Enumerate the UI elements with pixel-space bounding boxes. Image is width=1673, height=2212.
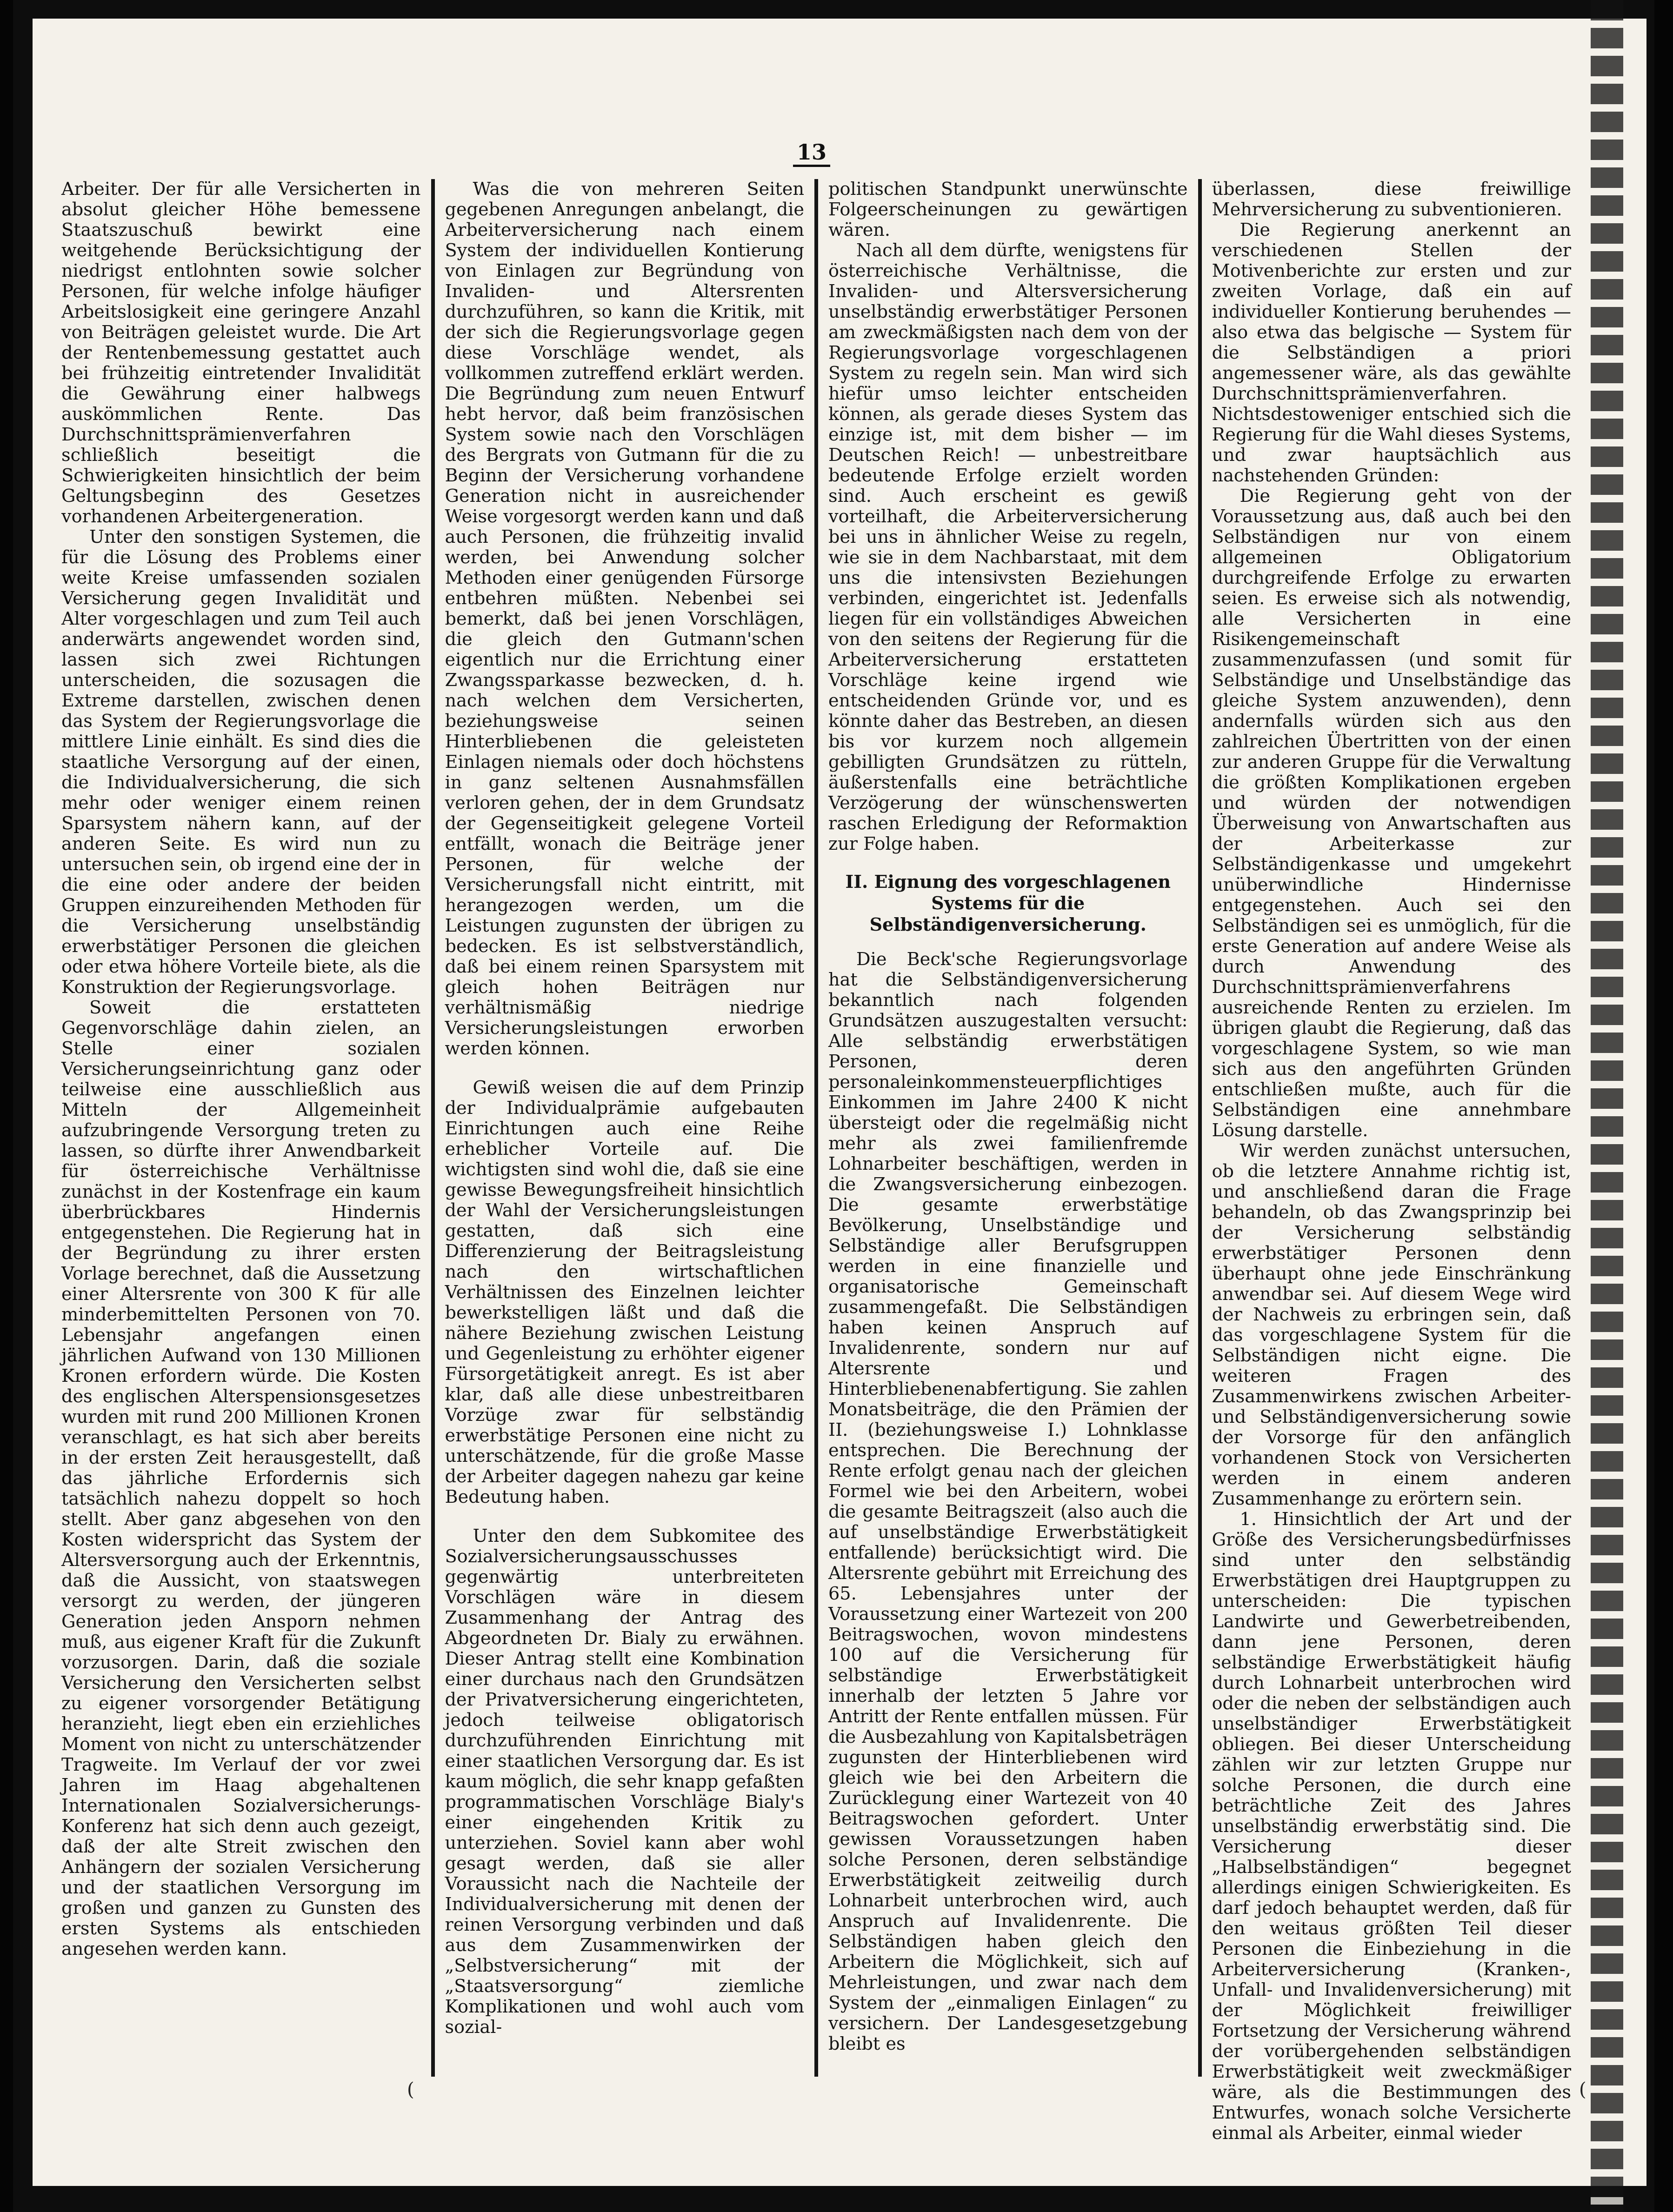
paragraph: Unter den sonstigen Systemen, die für die Lösung des Problems einer weite Kreise umfassenden sozialen Versicherung gegen Invalidität und Alter vorgeschlagen und zum Teil auch anderwärts angewendet worden sind, lassen sich zwei Richtungen unterscheiden, die sozusagen die Extreme darstellen, zwischen denen das System der Regierungsvorlage die mittlere Linie einhält. Es sind dies die staatliche Versorgung auf der einen, die Individualversicherung, die sich mehr oder weniger einem reinen Sparsystem nähern kann, auf der anderen Seite. Es wird nun zu untersuchen sein, ob irgend eine der in die eine oder andere der beiden Gruppen einzureihenden Methoden für die Versicherung unselbständig erwerbstätiger Personen die gleichen oder etwa höhere Vorteile biete, als die Konstruktion der Regierungsvorlage. xyxy=(61,527,421,998)
column-1 xyxy=(51,179,431,2077)
scan-border-right-marks xyxy=(1591,0,1623,2212)
column-rule xyxy=(814,179,818,2077)
column-rule xyxy=(1198,179,1202,2077)
column-4 xyxy=(1202,179,1582,2144)
footer-mark-right: ( xyxy=(1579,2079,1586,2100)
paragraph: Nach all dem dürfte, wenigstens für österreichische Verhältnisse, die Invaliden- und Altersversicherung unselbständig erwerbstätiger Personen am zweckmäßigsten nach dem von der Regierungsvorlage vorgeschlagenen System zu regeln sein. Man wird sich hiefür umso leichter entscheiden können, als gerade dieses System das einzige ist, mit dem bisher — im Deutschen Reich! — unbestreitbare bedeutende Erfolge erzielt worden sind. Auch erscheint es gewiß vorteilhaft, die Arbeiterversicherung bei uns in ähnlicher Weise zu regeln, wie sie in dem Nachbarstaat, mit dem uns die intensivsten Beziehungen verbinden, eingerichtet ist. Jedenfalls liegen für ein vollständiges Abweichen von den seitens der Regierung für die Arbeiterversicherung erstatteten Vorschläge keine irgend wie entscheidenden Gründe vor, und es könnte daher das Bestreben, an diesen bis vor kurzem noch allgemein gebilligten Grundsätzen zu rütteln, äußerstenfalls eine beträchtliche Verzögerung der wünschenswerten raschen Erledigung der Reformaktion zur Folge haben. xyxy=(828,240,1188,854)
paragraph: überlassen, diese freiwillige Mehrversicherung zu subventionieren. xyxy=(1212,179,1571,220)
paragraph: Die Beck'sche Regierungsvorlage hat die Selbständigenversicherung bekanntlich nach folgenden Grundsätzen auszugestalten versucht: Alle selbständig erwerbstätigen Personen, deren personaleinkommensteuerpflichtiges Einkommen im Jahre 2400 K nicht übersteigt oder die regelmäßig nicht mehr als zwei familienfremde Lohnarbeiter beschäftigen, werden in die Zwangsversicherung einbezogen. Die gesamte erwerbstätige Bevölkerung, Unselbständige und Selbständige aller Berufsgruppen werden in eine finanzielle und organisatorische Gemeinschaft zusammengefaßt. Die Selbständigen haben keinen Anspruch auf Invalidenrente, sondern nur auf Altersrente und Hinterbliebenenabfertigung. Sie zahlen Monatsbeiträge, die den Prämien der II. (beziehungsweise I.) Lohnklasse entsprechen. Die Berechnung der Rente erfolgt genau nach der gleichen Formel wie bei den Arbeitern, wobei die gesamte Beitragszeit (also auch die auf unselbständige Erwerbstätigkeit entfallende) berücksichtigt wird. Die Altersrente gebührt mit Erreichung des 65. Lebensjahres unter der Voraussetzung einer Wartezeit von 200 Beitragswochen, wovon mindestens 100 auf die Versicherung für selbständige Erwerbstätigkeit innerhalb der letzten 5 Jahre vor Antritt der Rente entfallen müssen. Für die Ausbezahlung von Kapitalsbeträgen zugunsten der Hinterbliebenen wird gleich wie bei den Arbeitern die Zurücklegung einer Wartezeit von 40 Beitragswochen gefordert. Unter gewissen Voraussetzungen haben solche Personen, deren selbständige Erwerbstätigkeit zeitweilig durch Lohnarbeit unterbrochen wird, auch Anspruch auf Invalidenrente. Die Selbständigen haben gleich den Arbeitern die Möglichkeit, sich auf Mehrleistungen, und zwar nach dem System der „einmaligen Einlagen“ zu versichern. Der Landesgesetzgebung bleibt es xyxy=(828,949,1188,2054)
page-number: 13 xyxy=(793,140,830,167)
scan-border-right xyxy=(1654,0,1673,2212)
column-2 xyxy=(435,179,815,2077)
text-columns xyxy=(51,179,1581,2144)
paragraph: Unter den dem Subkomitee des Sozialversicherungsausschusses gegenwärtig unterbreiteten Vorschlägen wäre in diesem Zusammenhang der Antrag des Abgeordneten Dr. Bialy zu erwähnen. Dieser Antrag stellt eine Kombination einer durchaus nach den Grundsätzen der Privatversicherung eingerichteten, jedoch teilweise obligatorisch durchzuführenden Einrichtung mit einer staatlichen Versorgung dar. Es ist kaum möglich, die sehr knapp gefaßten programmatischen Vorschläge Bialy's einer eingehenden Kritik zu unterziehen. Soviel kann aber wohl gesagt werden, daß sie aller Voraussicht nach die Nachteile der Individualversicherung mit denen der reinen Versorgung verbinden und daß aus dem Zusammenwirken der „Selbstversicherung“ mit der „Staatsversorgung“ ziemliche Komplikationen und wohl auch vom sozial- xyxy=(445,1526,804,2038)
scan-border-left xyxy=(0,0,13,2212)
paragraph: Die Regierung geht von der Voraussetzung aus, daß auch bei den Selbständigen nur von einem allgemeinen Obligatorium durchgreifende Erfolge zu erwarten seien. Es erweise sich als notwendig, alle Versicherten in eine Risikengemeinschaft zusammenzufassen (und somit für Selbständige und Unselbständige das gleiche System anzuwenden), denn andernfalls würden sich aus den zahlreichen Übertritten von der einen zur anderen Gruppe für die Verwaltung die größten Komplikationen ergeben und würden der notwendigen Überweisung von Anwartschaften aus der Arbeiterkasse zur Selbständigenkasse und umgekehrt unüberwindliche Hindernisse entgegenstehen. Auch sei den Selbständigen sei es unmöglich, für die erste Generation auf andere Weise als durch Anwendung des Durchschnittsprämienverfahrens ausreichende Renten zu erzielen. Im übrigen glaubt die Regierung, daß das vorgeschlagene System, so wie man sich aus den angeführten Gründen entschließen mußte, auch für die Selbständigen eine annehmbare Lösung darstelle. xyxy=(1212,486,1571,1141)
paragraph: 1. Hinsichtlich der Art und der Größe des Versicherungsbedürfnisses sind unter den selbständig Erwerbstätigen drei Hauptgruppen zu unterscheiden: Die typischen Landwirte und Gewerbetreibenden, dann jene Personen, deren selbständige Erwerbstätigkeit häufig durch Lohnarbeit unterbrochen wird oder die neben der selbständigen auch unselbständiger Erwerbstätigkeit obliegen. Bei dieser Unterscheidung zählen wir zur letzten Gruppe nur solche Personen, die durch eine beträchtliche Zeit des Jahres unselbständig erwerbstätig sind. Die Versicherung dieser „Halbselbständigen“ begegnet allerdings einigen Schwierigkeiten. Es darf jedoch behauptet werden, daß für den weitaus größten Teil dieser Personen die Einbeziehung in die Arbeiterversicherung (Kranken-, Unfall- und Invalidenversicherung) mit der Möglichkeit freiwilliger Fortsetzung der Versicherung während der vorübergehenden selbständigen Erwerbstätigkeit weit zweckmäßiger wäre, als die Bestimmungen des Entwurfes, wonach solche Versicherte einmal als Arbeiter, einmal wieder xyxy=(1212,1509,1571,2144)
footer-mark-left: ( xyxy=(407,2079,414,2100)
section-heading: II. Eignung des vorgeschlagenen Systems für die Selbständigenversicherung. xyxy=(845,871,1171,935)
paragraph: Die Regierung anerkennt an verschiedenen Stellen der Motivenberichte zur ersten und zur zweiten Vorlage, daß ein auf individueller Kontierung beruhendes — also etwa das belgische — System für die Selbständigen a priori angemessener wäre, als das gewählte Durchschnittsprämienverfahren. Nichtsdestoweniger entschied sich die Regierung für die Wahl dieses Systems, und zwar hauptsächlich aus nachstehenden Gründen: xyxy=(1212,220,1571,486)
paragraph: Soweit die erstatteten Gegenvorschläge dahin zielen, an Stelle einer sozialen Versicherungseinrichtung ganz oder teilweise eine ausschließlich aus Mitteln der Allgemeinheit aufzubringende Versorgung treten zu lassen, so dürfte ihrer Anwendbarkeit für österreichische Verhältnisse zunächst in der Kostenfrage ein kaum überbrückbares Hindernis entgegenstehen. Die Regierung hat in der Begründung zu ihrer ersten Vorlage berechnet, daß die Aussetzung einer Altersrente von 300 K für alle minderbemittelten Personen von 70. Lebensjahr angefangen einen jährlichen Aufwand von 130 Millionen Kronen erfordern würde. Die Kosten des englischen Alterspensionsgesetzes wurden mit rund 200 Millionen Kronen veranschlagt, es hat sich aber bereits in der ersten Zeit herausgestellt, daß das jährliche Erfordernis sich tatsächlich nahezu doppelt so hoch stellt. Aber ganz abgesehen von den Kosten widerspricht das System der Altersversorgung auch der Erkenntnis, daß die Aussicht, von staatswegen versorgt zu werden, der jüngeren Generation jeden Ansporn nehmen muß, aus eigener Kraft für die Zukunft vorzusorgen. Darin, daß die soziale Versicherung den Versicherten selbst zu eigener vorsorgender Betätigung heranzieht, liegt eben ein erziehliches Moment von nicht zu unterschätzender Tragweite. Im Verlauf der vor zwei Jahren im Haag abgehaltenen Internationalen Sozialversicherungs-Konferenz hat sich denn auch gezeigt, daß der alte Streit zwischen den Anhängern der sozialen Versicherung und der staatlichen Versorgung im großen und ganzen zu Gunsten des ersten Systems als entschieden angesehen werden kann. xyxy=(61,998,421,1959)
column-rule xyxy=(431,179,435,2077)
paragraph: Arbeiter. Der für alle Versicherten in absolut gleicher Höhe bemessene Staatszuschuß bewirkt eine weitgehende Berücksichtigung der niedrigst entlohnten sowie solcher Personen, für welche infolge häufiger Arbeitslosigkeit eine geringere Anzahl von Beiträgen geleistet wurde. Die Art der Rentenbemessung gestattet auch bei frühzeitig eintretender Invalidität die Gewährung einer halbwegs auskömmlichen Rente. Das Durchschnittsprämienverfahren schließlich beseitigt die Schwierigkeiten hinsichtlich der beim Geltungsbeginn des Gesetzes vorhandenen Arbeitergeneration. xyxy=(61,179,421,527)
paragraph: Gewiß weisen die auf dem Prinzip der Individualprämie aufgebauten Einrichtungen auch eine Reihe erheblicher Vorteile auf. Die wichtigsten sind wohl die, daß sie eine gewisse Bewegungsfreiheit hinsichtlich der Wahl der Versicherungsleistungen gestatten, daß sich eine Differenzierung der Beitragsleistung nach den wirtschaftlichen Verhältnissen des Einzelnen leichter bewerkstelligen läßt und daß die nähere Beziehung zwischen Leistung und Gegenleistung zu erhöhter eigener Fürsorgetätigkeit anregt. Es ist aber klar, daß alle diese unbestreitbaren Vorzüge zwar für selbständig erwerbstätige Personen eine nicht zu unterschätzende, für die große Masse der Arbeiter dagegen nahezu gar keine Bedeutung haben. xyxy=(445,1078,804,1507)
paragraph: Was die von mehreren Seiten gegebenen Anregungen anbelangt, die Arbeiterversicherung nach einem System der individuellen Kontierung von Einlagen zur Begründung von Invaliden- und Altersrenten durchzuführen, so kann die Kritik, mit der sich die Regierungsvorlage gegen diese Vorschläge wendet, als vollkommen zutreffend erklärt werden. Die Begründung zum neuen Entwurf hebt hervor, daß beim französischen System sowie nach den Vorschlägen des Bergrats von Gutmann für die zu Beginn der Versicherung vorhandene Generation nicht in ausreichender Weise vorgesorgt werden kann und daß auch Personen, die frühzeitig invalid werden, bei Anwendung solcher Methoden einer genügenden Fürsorge entbehren müßten. Nebenbei sei bemerkt, daß bei jenen Vorschlägen, die gleich den Gutmann'schen eigentlich nur die Errichtung einer Zwangssparkasse bezwecken, d. h. nach welchen dem Versicherten, beziehungsweise seinen Hinterbliebenen die geleisteten Einlagen niemals oder doch höchstens in ganz seltenen Ausnahmsfällen verloren gehen, der in dem Grundsatz der Gegenseitigkeit gelegene Vorteil entfällt, wonach die Beiträge jener Personen, für welche der Versicherungsfall nicht eintritt, mit herangezogen werden, um die Leistungen zugunsten der übrigen zu bedecken. Es ist selbstverständlich, daß bei einem reinen Sparsystem mit gleich hohen Beiträgen nur verhältnismäßig niedrige Versicherungsleistungen erworben werden können. xyxy=(445,179,804,1059)
column-3 xyxy=(818,179,1198,2077)
paragraph: politischen Standpunkt unerwünschte Folgeerscheinungen zu gewärtigen wären. xyxy=(828,179,1188,240)
paragraph: Wir werden zunächst untersuchen, ob die letztere Annahme richtig ist, und anschließend daran die Frage behandeln, ob das Zwangsprinzip bei der Versicherung selbständig erwerbstätiger Personen denn überhaupt ohne jede Einschränkung anwendbar sei. Auf diesem Wege wird der Nachweis zu erbringen sein, daß das vorgeschlagene System für die Selbständigen nicht eigne. Die weiteren Fragen des Zusammenwirkens zwischen Arbeiter- und Selbständigenversicherung sowie der Vorsorge für den anfänglich vorhandenen Stock von Versicherten werden in einem anderen Zusammenhange zu erörtern sein. xyxy=(1212,1141,1571,1509)
